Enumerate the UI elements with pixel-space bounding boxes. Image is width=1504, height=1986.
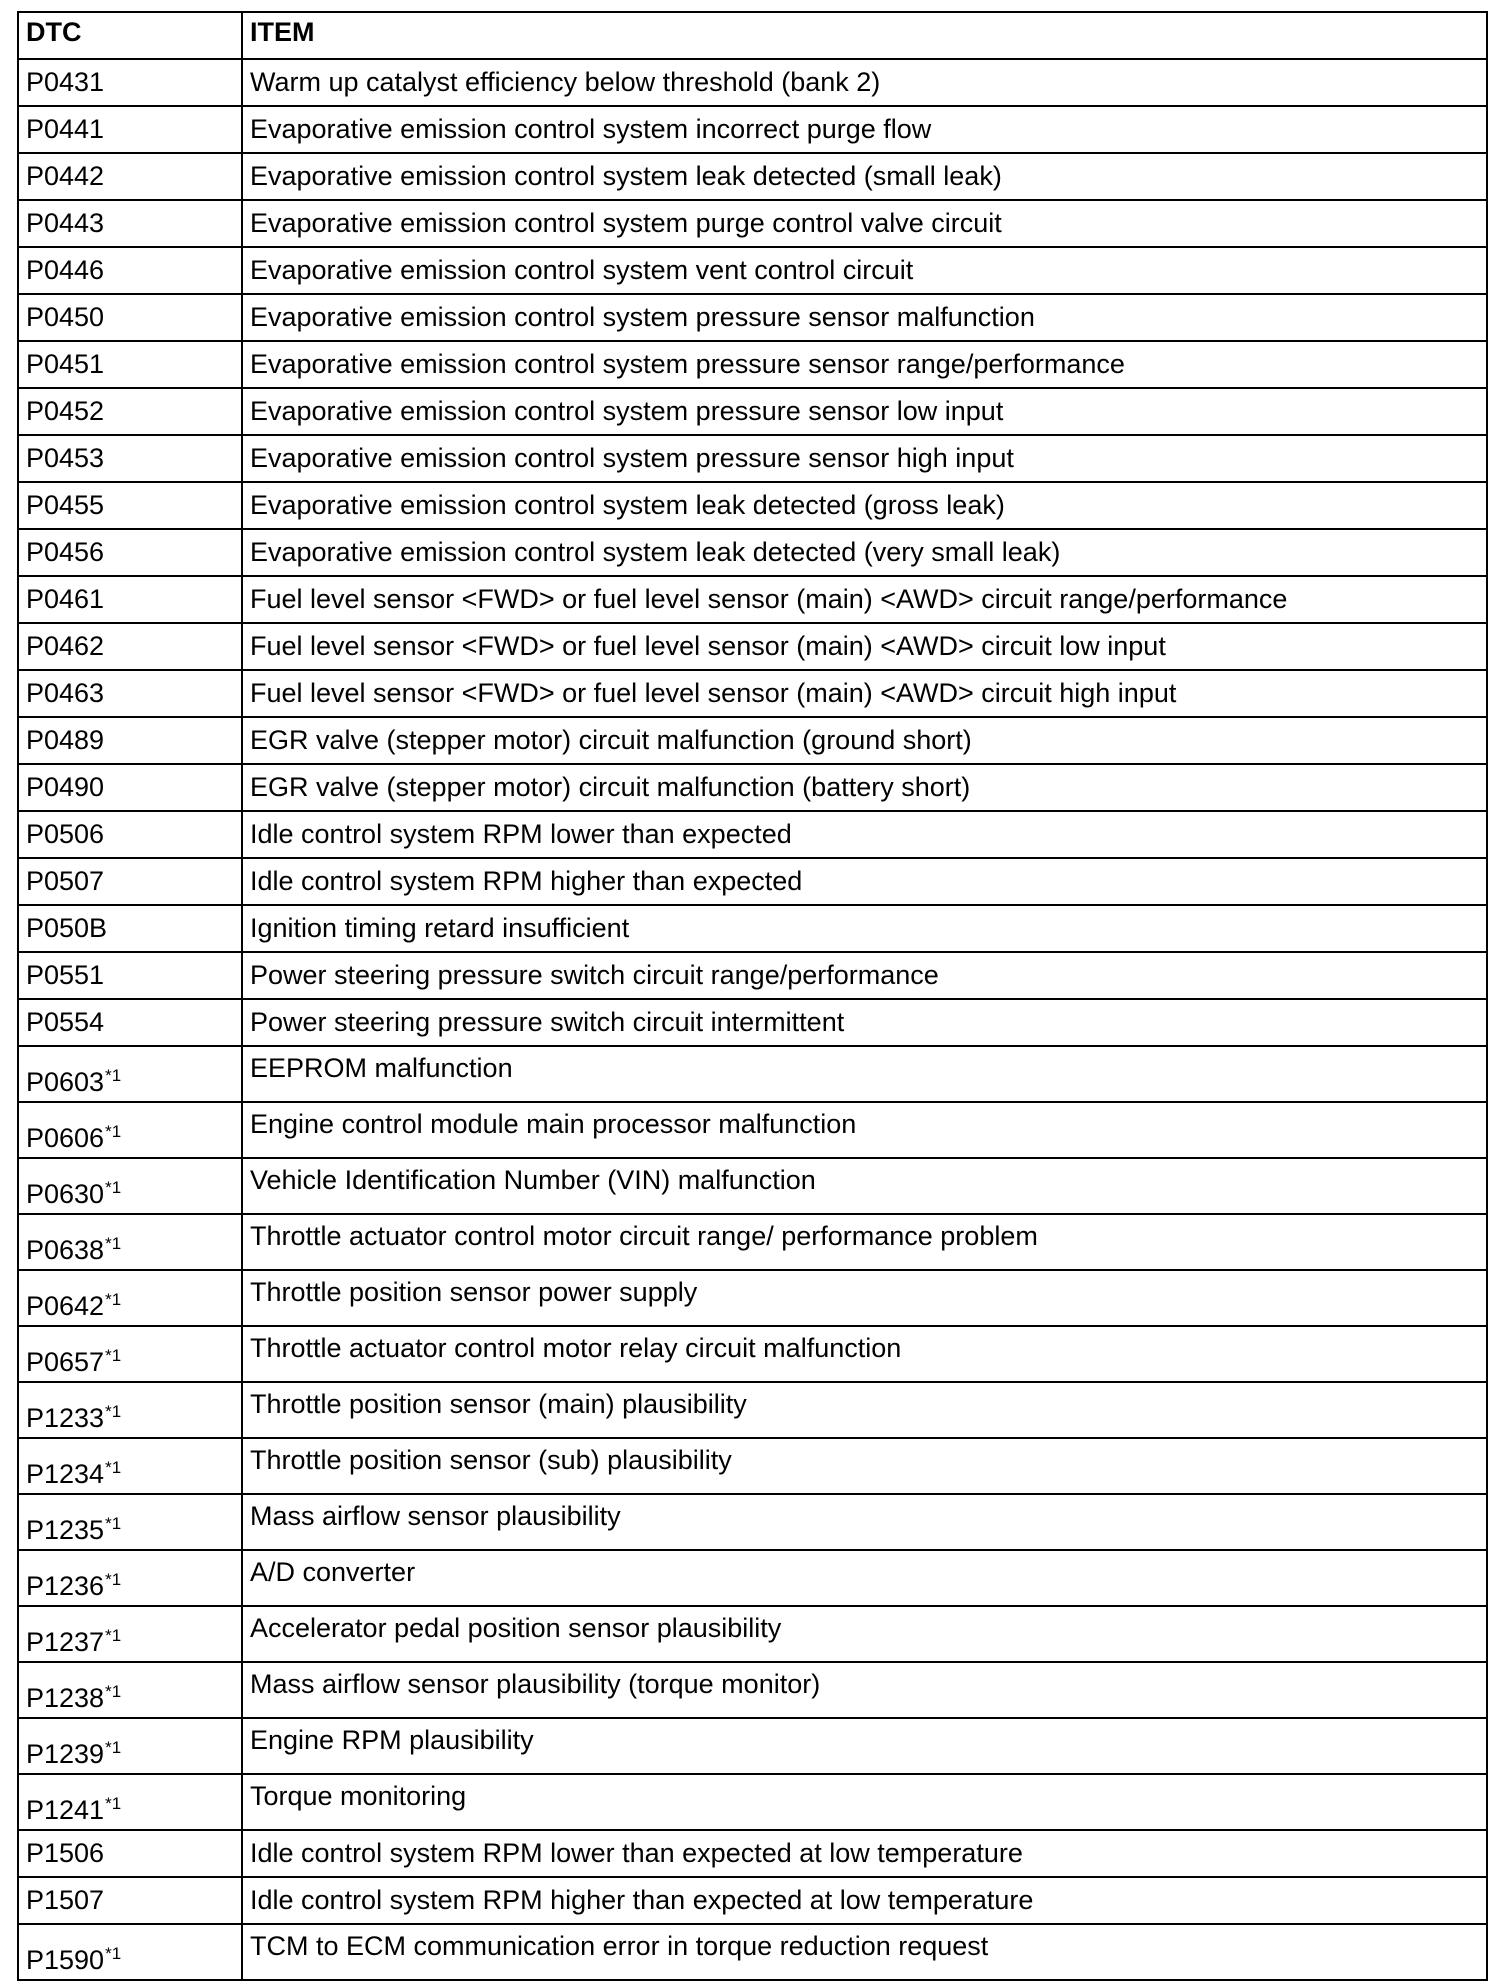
dtc-item-description: Evaporative emission control system pressure sensor range/performance: [242, 341, 1487, 388]
dtc-code: P0461: [26, 584, 105, 614]
table-row: [18, 59, 1487, 106]
dtc-code-cell: [18, 1877, 242, 1924]
dtc-code-cell: [18, 1830, 242, 1877]
dtc-code-cell: [18, 1326, 242, 1382]
dtc-code: P0455: [26, 490, 105, 520]
dtc-code: P1506: [26, 1838, 105, 1868]
dtc-code: P0456: [26, 537, 105, 567]
dtc-code-cell: [18, 576, 242, 623]
table-row: [18, 1877, 1487, 1924]
dtc-code-cell: [18, 1924, 242, 1980]
dtc-item-description: Evaporative emission control system leak detected (gross leak): [242, 482, 1487, 529]
dtc-item-description: Evaporative emission control system pressure sensor malfunction: [242, 294, 1487, 341]
dtc-item-description: Idle control system RPM lower than expected at low temperature: [242, 1830, 1487, 1877]
dtc-code-cell: [18, 1718, 242, 1774]
table-row: [18, 1718, 1487, 1774]
dtc-item-description: Vehicle Identification Number (VIN) malfunction: [242, 1158, 1487, 1214]
footnote-marker: *1: [105, 1122, 122, 1141]
footnote-marker: *1: [105, 1066, 122, 1085]
dtc-code-cell: [18, 482, 242, 529]
footnote-marker: *1: [105, 1178, 122, 1197]
table-row: [18, 1158, 1487, 1214]
dtc-item-description: Engine RPM plausibility: [242, 1718, 1487, 1774]
dtc-code-cell: [18, 294, 242, 341]
footnote-marker: *1: [105, 1794, 122, 1813]
dtc-code-cell: [18, 952, 242, 999]
footnote-marker: *1: [105, 1514, 122, 1533]
table-row: [18, 529, 1487, 576]
dtc-code-cell: [18, 1270, 242, 1326]
table-row: [18, 1830, 1487, 1877]
dtc-code: P1238: [26, 1683, 105, 1713]
footnote-marker: *1: [105, 1346, 122, 1365]
table-row: [18, 670, 1487, 717]
dtc-code-cell: [18, 858, 242, 905]
table-row: [18, 1214, 1487, 1270]
dtc-code: P0490: [26, 772, 105, 802]
dtc-code-cell: [18, 153, 242, 200]
table-row: [18, 200, 1487, 247]
dtc-code-cell: [18, 1494, 242, 1550]
dtc-code-cell: [18, 106, 242, 153]
dtc-item-description: Fuel level sensor <FWD> or fuel level sensor (main) <AWD> circuit low input: [242, 623, 1487, 670]
dtc-code-cell: [18, 1662, 242, 1718]
dtc-item-description: Mass airflow sensor plausibility: [242, 1494, 1487, 1550]
table-row: [18, 1326, 1487, 1382]
dtc-code: P050B: [26, 913, 108, 943]
footnote-marker: *1: [105, 1290, 122, 1309]
dtc-item-description: Power steering pressure switch circuit range/performance: [242, 952, 1487, 999]
dtc-code-cell: [18, 341, 242, 388]
table-row: [18, 1924, 1487, 1980]
dtc-code: P0630: [26, 1179, 105, 1209]
dtc-code-cell: [18, 717, 242, 764]
footnote-marker: *1: [105, 1682, 122, 1701]
dtc-code-cell: [18, 1102, 242, 1158]
dtc-code: P0642: [26, 1291, 105, 1321]
dtc-code: P1235: [26, 1515, 105, 1545]
table-row: [18, 858, 1487, 905]
dtc-item-description: Throttle actuator control motor relay circuit malfunction: [242, 1326, 1487, 1382]
dtc-code: P0554: [26, 1007, 105, 1037]
dtc-item-description: Accelerator pedal position sensor plausibility: [242, 1606, 1487, 1662]
dtc-code-cell: [18, 1606, 242, 1662]
table-row: [18, 999, 1487, 1046]
table-row: [18, 1102, 1487, 1158]
dtc-code-cell: [18, 1438, 242, 1494]
dtc-item-description: EGR valve (stepper motor) circuit malfunction (ground short): [242, 717, 1487, 764]
dtc-item-description: Fuel level sensor <FWD> or fuel level sensor (main) <AWD> circuit high input: [242, 670, 1487, 717]
dtc-code-cell: [18, 59, 242, 106]
dtc-item-description: Warm up catalyst efficiency below threshold (bank 2): [242, 59, 1487, 106]
table-row: [18, 905, 1487, 952]
table-row: [18, 1046, 1487, 1102]
dtc-item-description: Throttle position sensor (sub) plausibility: [242, 1438, 1487, 1494]
dtc-code-cell: [18, 1550, 242, 1606]
table-row: [18, 811, 1487, 858]
dtc-item-description: Engine control module main processor malfunction: [242, 1102, 1487, 1158]
dtc-code-cell: [18, 435, 242, 482]
item-column-header: ITEM: [242, 12, 1487, 59]
table-header-row: [18, 12, 1487, 59]
dtc-code-cell: [18, 623, 242, 670]
table-row: [18, 1270, 1487, 1326]
dtc-column-header: DTC: [18, 12, 242, 59]
table-row: [18, 1774, 1487, 1830]
dtc-code: P1237: [26, 1627, 105, 1657]
dtc-code: P0431: [26, 67, 105, 97]
dtc-code: P0453: [26, 443, 105, 473]
dtc-item-description: Idle control system RPM higher than expected at low temperature: [242, 1877, 1487, 1924]
dtc-code: P0638: [26, 1235, 105, 1265]
dtc-item-description: A/D converter: [242, 1550, 1487, 1606]
dtc-item-description: Ignition timing retard insufficient: [242, 905, 1487, 952]
table-row: [18, 1606, 1487, 1662]
dtc-code-cell: [18, 247, 242, 294]
dtc-item-description: Mass airflow sensor plausibility (torque monitor): [242, 1662, 1487, 1718]
dtc-code: P0446: [26, 255, 105, 285]
dtc-item-description: Evaporative emission control system leak detected (very small leak): [242, 529, 1487, 576]
table-row: [18, 388, 1487, 435]
dtc-code: P0551: [26, 960, 105, 990]
dtc-item-description: TCM to ECM communication error in torque reduction request: [242, 1924, 1487, 1980]
footnote-marker: *1: [105, 1570, 122, 1589]
dtc-item-description: Evaporative emission control system leak detected (small leak): [242, 153, 1487, 200]
table-row: [18, 341, 1487, 388]
table-row: [18, 482, 1487, 529]
dtc-code: P1236: [26, 1571, 105, 1601]
table-body: [18, 59, 1487, 1980]
dtc-code: P1590: [26, 1945, 105, 1975]
dtc-code-cell: [18, 1158, 242, 1214]
table-row: [18, 1662, 1487, 1718]
dtc-code-cell: [18, 999, 242, 1046]
dtc-item-description: Idle control system RPM lower than expected: [242, 811, 1487, 858]
dtc-item-description: Evaporative emission control system purge control valve circuit: [242, 200, 1487, 247]
table-row: [18, 1438, 1487, 1494]
dtc-item-description: Power steering pressure switch circuit intermittent: [242, 999, 1487, 1046]
dtc-code: P0606: [26, 1123, 105, 1153]
dtc-item-description: Evaporative emission control system pressure sensor high input: [242, 435, 1487, 482]
table-row: [18, 1550, 1487, 1606]
dtc-code: P0506: [26, 819, 105, 849]
dtc-code-cell: [18, 905, 242, 952]
table-row: [18, 247, 1487, 294]
dtc-item-description: Throttle actuator control motor circuit range/ performance problem: [242, 1214, 1487, 1270]
table-row: [18, 717, 1487, 764]
dtc-item-description: Evaporative emission control system incorrect purge flow: [242, 106, 1487, 153]
dtc-code: P0450: [26, 302, 105, 332]
dtc-table: [17, 11, 1488, 1981]
dtc-code: P1234: [26, 1459, 105, 1489]
dtc-code: P1233: [26, 1403, 105, 1433]
footnote-marker: *1: [105, 1944, 122, 1963]
dtc-item-description: Torque monitoring: [242, 1774, 1487, 1830]
dtc-item-description: Throttle position sensor (main) plausibility: [242, 1382, 1487, 1438]
dtc-code: P0462: [26, 631, 105, 661]
dtc-item-description: Throttle position sensor power supply: [242, 1270, 1487, 1326]
dtc-item-description: Idle control system RPM higher than expected: [242, 858, 1487, 905]
dtc-code: P1241: [26, 1795, 105, 1825]
dtc-item-description: EEPROM malfunction: [242, 1046, 1487, 1102]
footnote-marker: *1: [105, 1458, 122, 1477]
footnote-marker: *1: [105, 1234, 122, 1253]
table-row: [18, 106, 1487, 153]
dtc-code: P0441: [26, 114, 105, 144]
dtc-code-cell: [18, 1774, 242, 1830]
table-row: [18, 576, 1487, 623]
dtc-item-description: Fuel level sensor <FWD> or fuel level sensor (main) <AWD> circuit range/performance: [242, 576, 1487, 623]
dtc-code: P0657: [26, 1347, 105, 1377]
dtc-item-description: Evaporative emission control system pressure sensor low input: [242, 388, 1487, 435]
dtc-code: P1507: [26, 1885, 105, 1915]
dtc-code-cell: [18, 764, 242, 811]
table-row: [18, 1382, 1487, 1438]
dtc-code: P0442: [26, 161, 105, 191]
dtc-code: P0463: [26, 678, 105, 708]
dtc-code: P0603: [26, 1067, 105, 1097]
table-row: [18, 294, 1487, 341]
footnote-marker: *1: [105, 1402, 122, 1421]
dtc-code-cell: [18, 1214, 242, 1270]
dtc-code-cell: [18, 388, 242, 435]
dtc-code: P0489: [26, 725, 105, 755]
table-row: [18, 764, 1487, 811]
footnote-marker: *1: [105, 1738, 122, 1757]
dtc-code: P0507: [26, 866, 105, 896]
table-row: [18, 623, 1487, 670]
dtc-code: P0451: [26, 349, 105, 379]
dtc-code: P0443: [26, 208, 105, 238]
dtc-code-cell: [18, 200, 242, 247]
dtc-code-cell: [18, 670, 242, 717]
dtc-code: P1239: [26, 1739, 105, 1769]
dtc-code: P0452: [26, 396, 105, 426]
dtc-code-cell: [18, 529, 242, 576]
footnote-marker: *1: [105, 1626, 122, 1645]
dtc-item-description: Evaporative emission control system vent control circuit: [242, 247, 1487, 294]
dtc-code-cell: [18, 1382, 242, 1438]
dtc-code-cell: [18, 811, 242, 858]
dtc-code-cell: [18, 1046, 242, 1102]
table-row: [18, 952, 1487, 999]
table-row: [18, 153, 1487, 200]
table-row: [18, 1494, 1487, 1550]
dtc-item-description: EGR valve (stepper motor) circuit malfunction (battery short): [242, 764, 1487, 811]
table-row: [18, 435, 1487, 482]
